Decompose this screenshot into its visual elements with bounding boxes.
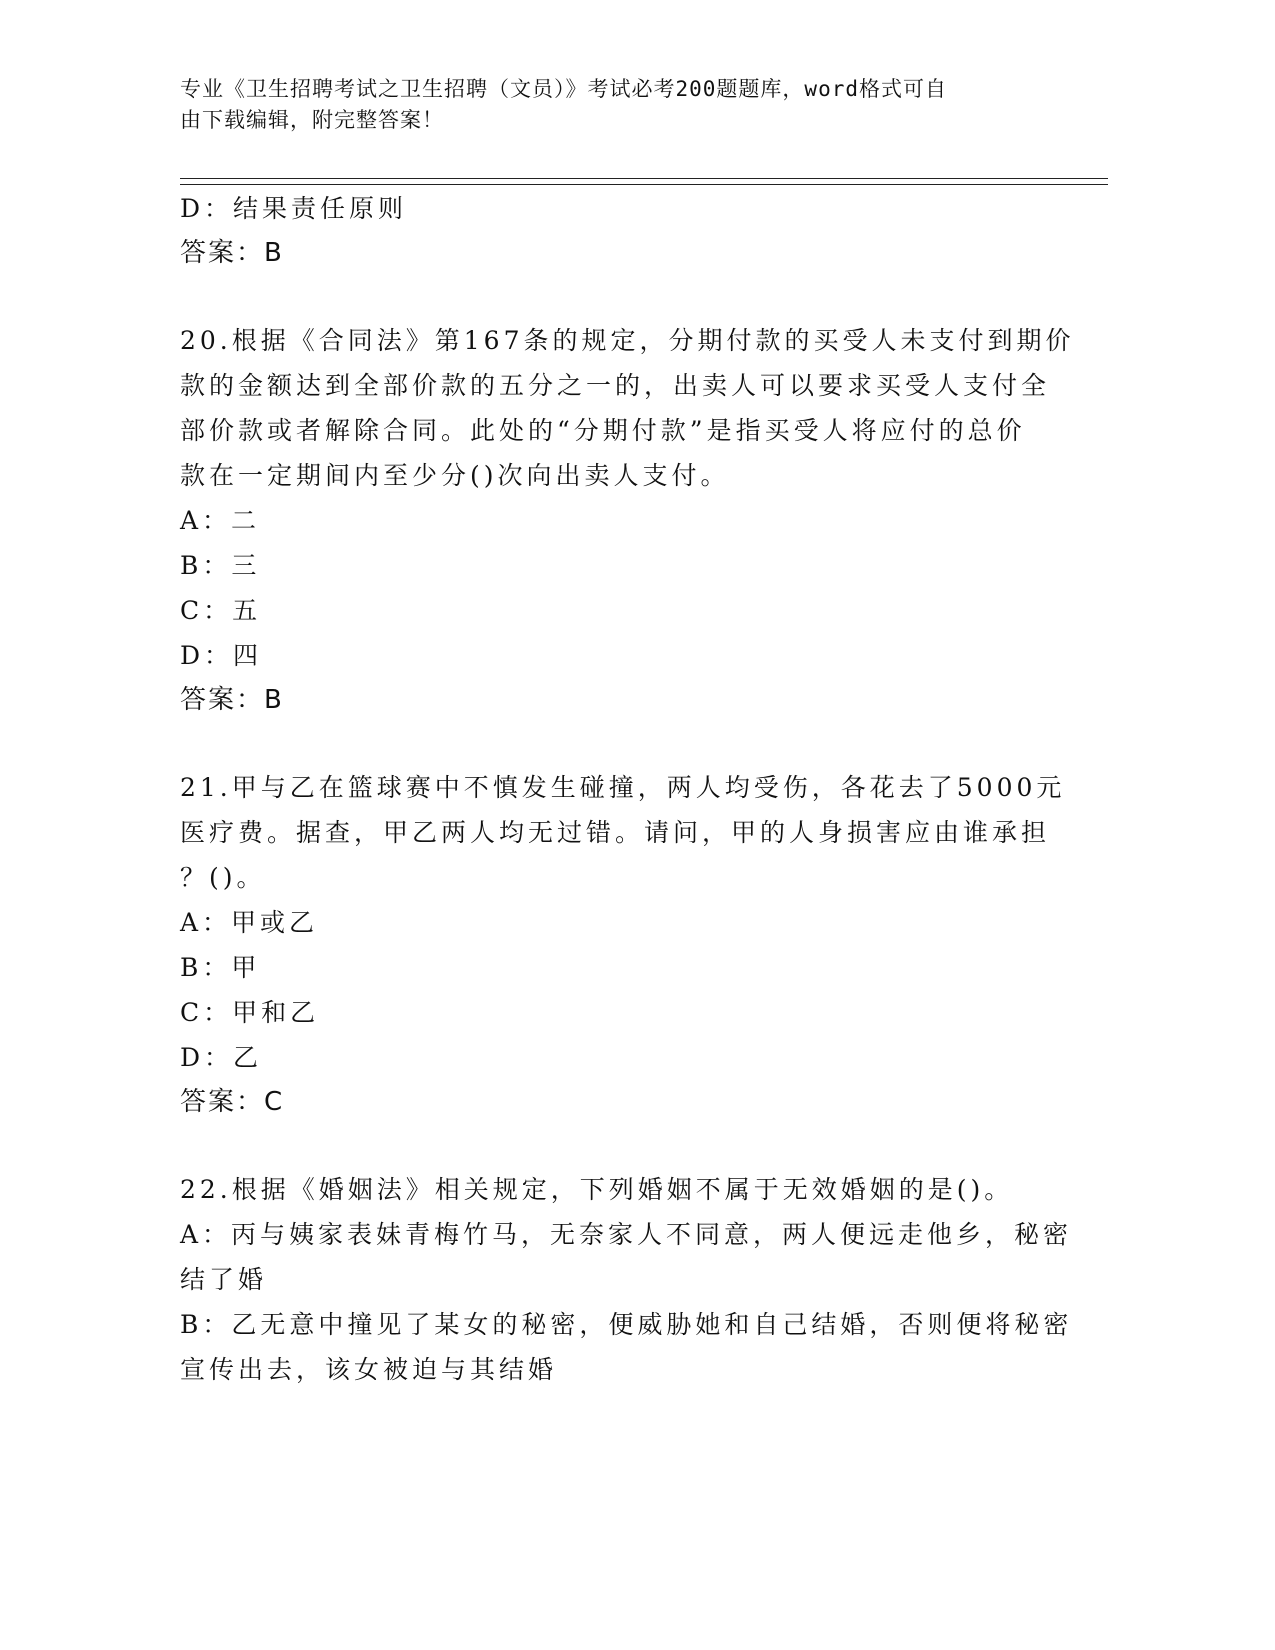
question-stem: 20.根据《合同法》第167条的规定，分期付款的买受人未支付到期价 xyxy=(180,326,1075,355)
option-d: D：乙 xyxy=(180,1043,263,1072)
answer: 答案：B xyxy=(180,685,284,715)
option-d: D：结果责任原则 xyxy=(180,194,408,223)
question-stem: 部价款或者解除合同。此处的“分期付款”是指买受人将应付的总价 xyxy=(180,416,1026,445)
question-stem: ？()。 xyxy=(180,863,266,892)
option-b: B：乙无意中撞见了某女的秘密，便威胁她和自己结婚，否则便将秘密 xyxy=(180,1310,1073,1339)
question-20 xyxy=(180,318,1075,723)
option-b: B：甲 xyxy=(180,953,261,982)
question-stem: 21.甲与乙在篮球赛中不慎发生碰撞，两人均受伤，各花去了5000元 xyxy=(180,773,1066,802)
header-divider xyxy=(180,178,1108,185)
question-21 xyxy=(180,765,1066,1125)
answer: 答案：C xyxy=(180,1087,285,1117)
option-a: A：二 xyxy=(180,506,261,535)
question-stem: 款在一定期间内至少分()次向出卖人支付。 xyxy=(180,461,730,490)
header-title-line-2: 由下载编辑，附完整答案！ xyxy=(180,108,444,132)
option-b: B：三 xyxy=(180,551,261,580)
option-c: C：五 xyxy=(180,596,262,625)
option-b-continued: 宣传出去，该女被迫与其结婚 xyxy=(180,1355,558,1384)
question-stem: 22.根据《婚姻法》相关规定，下列婚姻不属于无效婚姻的是()。 xyxy=(180,1175,1014,1204)
question-stem: 款的金额达到全部价款的五分之一的，出卖人可以要求买受人支付全 xyxy=(180,371,1051,400)
question-stem: 医疗费。据查，甲乙两人均无过错。请问，甲的人身损害应由谁承担 xyxy=(180,818,1051,847)
spacer xyxy=(180,276,1060,318)
option-c: C：甲和乙 xyxy=(180,998,320,1027)
question-list xyxy=(180,186,1075,1392)
header-title-line-1: 专业《卫生招聘考试之卫生招聘（文员）》考试必考200题题库，word格式可自 xyxy=(180,77,947,101)
question-22 xyxy=(180,1167,1073,1392)
option-a: A：丙与姨家表妹青梅竹马，无奈家人不同意，两人便远走他乡，秘密 xyxy=(180,1220,1073,1249)
spacer xyxy=(180,1125,1060,1167)
option-a: A：甲或乙 xyxy=(180,908,319,937)
page-header xyxy=(180,74,1060,136)
option-a-continued: 结了婚 xyxy=(180,1265,268,1294)
spacer xyxy=(180,723,1060,765)
answer: 答案：B xyxy=(180,238,284,268)
option-d: D：四 xyxy=(180,641,263,670)
